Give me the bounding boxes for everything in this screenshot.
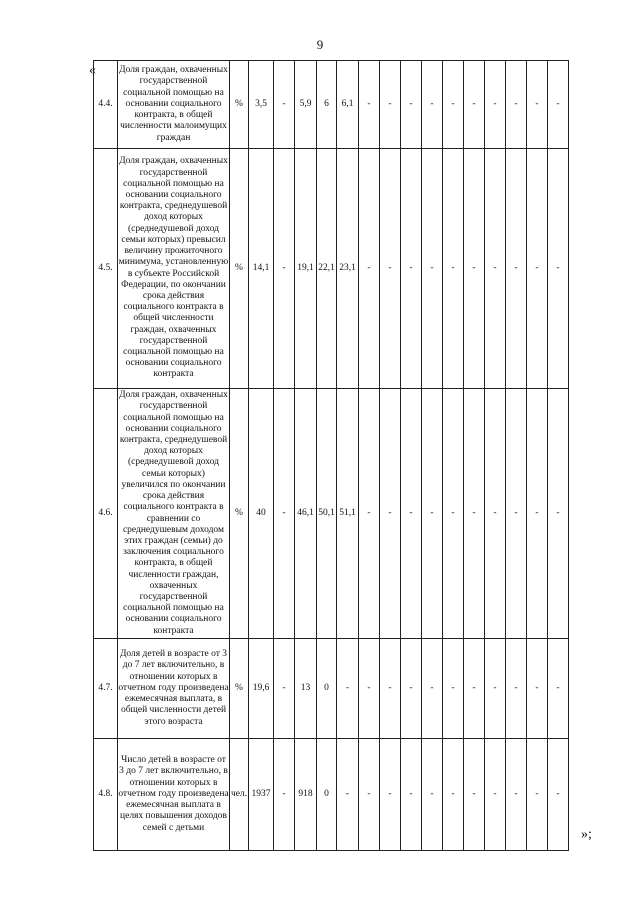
value-cell: - bbox=[274, 61, 295, 149]
value-cell: - bbox=[422, 61, 443, 149]
indicator-name: Доля граждан, охваченных государственной социальной помощью на основании социального контракта, среднедушевой доход которых (среднедушевой доход семьи которых) превысил величину прожиточного минимума, установленную в субъекте Российской Федерации, по окончании срока действия социального контракта в общей численности граждан, охваченных государственной социальной помощью на основании социального контракта bbox=[118, 149, 230, 389]
value-cell: - bbox=[527, 739, 548, 851]
value-cell: - bbox=[337, 639, 359, 739]
page-number: 9 bbox=[316, 37, 324, 52]
value-cell: - bbox=[359, 739, 380, 851]
value-cell: 46,1 bbox=[295, 389, 317, 639]
value-cell: 40 bbox=[249, 389, 274, 639]
value-cell: - bbox=[485, 149, 506, 389]
value-cell: - bbox=[464, 61, 485, 149]
value-cell: 19,6 bbox=[249, 639, 274, 739]
value-cell: 918 bbox=[295, 739, 317, 851]
value-cell: - bbox=[380, 389, 401, 639]
value-cell: - bbox=[422, 739, 443, 851]
table-row bbox=[94, 739, 591, 851]
value-cell: - bbox=[464, 149, 485, 389]
value-cell: 5,9 bbox=[295, 61, 317, 149]
indicator-name: Доля граждан, охваченных государственной социальной помощью на основании социального контракта, среднедушевой доход которых (среднедушевой доход семьи которых) увеличился по окончании срока действия социального контракта в сравнении со среднедушевым доходом этих граждан (семьи) до заключения социального контракта, в общей численности граждан, охваченных государственной социальной помощью на основании социального контракта bbox=[118, 389, 230, 639]
value-cell: - bbox=[527, 61, 548, 149]
value-cell: - bbox=[337, 739, 359, 851]
row-number: 4.8. bbox=[94, 739, 118, 851]
value-cell: - bbox=[359, 639, 380, 739]
value-cell: - bbox=[485, 639, 506, 739]
value-cell: - bbox=[422, 389, 443, 639]
value-cell: - bbox=[548, 149, 569, 389]
value-cell: - bbox=[401, 389, 422, 639]
indicator-name: Доля граждан, охваченных государственной социальной помощью на основании социального контракта, в общей численности малоимущих граждан bbox=[118, 61, 230, 149]
value-cell: - bbox=[422, 639, 443, 739]
value-cell: - bbox=[401, 61, 422, 149]
unit: % bbox=[230, 639, 249, 739]
value-cell: - bbox=[359, 389, 380, 639]
value-cell: 22,1 bbox=[317, 149, 337, 389]
unit: % bbox=[230, 389, 249, 639]
closing-quote: »; bbox=[581, 827, 592, 842]
value-cell: - bbox=[527, 149, 548, 389]
value-cell: 51,1 bbox=[337, 389, 359, 639]
row-number: 4.4. bbox=[94, 61, 118, 149]
value-cell: 6,1 bbox=[337, 61, 359, 149]
value-cell: 1937 bbox=[249, 739, 274, 851]
value-cell: - bbox=[485, 389, 506, 639]
value-cell: 13 bbox=[295, 639, 317, 739]
indicator-name: Доля детей в возрасте от 3 до 7 лет включительно, в отношении которых в отчетном году произведена ежемесячная выплата, в общей численности детей этого возраста bbox=[118, 639, 230, 739]
value-cell: - bbox=[464, 639, 485, 739]
unit: чел. bbox=[230, 739, 249, 851]
value-cell: - bbox=[274, 149, 295, 389]
value-cell: - bbox=[485, 739, 506, 851]
value-cell: - bbox=[380, 149, 401, 389]
value-cell: - bbox=[401, 739, 422, 851]
opening-quote: « bbox=[89, 63, 96, 78]
value-cell: 50,1 bbox=[317, 389, 337, 639]
value-cell: - bbox=[380, 739, 401, 851]
row-number: 4.5. bbox=[94, 149, 118, 389]
value-cell: - bbox=[464, 389, 485, 639]
value-cell: - bbox=[274, 739, 295, 851]
value-cell: - bbox=[443, 149, 464, 389]
value-cell: 14,1 bbox=[249, 149, 274, 389]
value-cell: - bbox=[485, 61, 506, 149]
value-cell: - bbox=[401, 639, 422, 739]
indicators-table bbox=[93, 60, 591, 851]
value-cell: - bbox=[359, 61, 380, 149]
value-cell: - bbox=[443, 61, 464, 149]
value-cell: - bbox=[274, 639, 295, 739]
value-cell: - bbox=[506, 61, 527, 149]
value-cell: - bbox=[506, 639, 527, 739]
value-cell: - bbox=[548, 61, 569, 149]
table-row bbox=[94, 61, 591, 149]
table-row bbox=[94, 389, 591, 639]
value-cell: - bbox=[548, 739, 569, 851]
value-cell: 3,5 bbox=[249, 61, 274, 149]
unit: % bbox=[230, 61, 249, 149]
value-cell: - bbox=[527, 639, 548, 739]
value-cell: - bbox=[506, 389, 527, 639]
value-cell: - bbox=[401, 149, 422, 389]
value-cell: - bbox=[506, 149, 527, 389]
value-cell: 19,1 bbox=[295, 149, 317, 389]
value-cell: - bbox=[274, 389, 295, 639]
value-cell: 23,1 bbox=[337, 149, 359, 389]
row-number: 4.6. bbox=[94, 389, 118, 639]
indicator-name: Число детей в возрасте от 3 до 7 лет включительно, в отношении которых в отчетном году произведена ежемесячная выплата в целях повышения доходов семей с детьми bbox=[118, 739, 230, 851]
value-cell: 6 bbox=[317, 61, 337, 149]
value-cell: - bbox=[380, 61, 401, 149]
value-cell: - bbox=[464, 739, 485, 851]
value-cell: - bbox=[527, 389, 548, 639]
row-number: 4.7. bbox=[94, 639, 118, 739]
value-cell: - bbox=[443, 639, 464, 739]
value-cell: 0 bbox=[317, 639, 337, 739]
value-cell: - bbox=[380, 639, 401, 739]
value-cell: - bbox=[443, 389, 464, 639]
value-cell: 0 bbox=[317, 739, 337, 851]
value-cell: - bbox=[422, 149, 443, 389]
table-row bbox=[94, 149, 591, 389]
value-cell: - bbox=[548, 639, 569, 739]
value-cell: - bbox=[548, 389, 569, 639]
table-row bbox=[94, 639, 591, 739]
value-cell: - bbox=[359, 149, 380, 389]
value-cell: - bbox=[443, 739, 464, 851]
unit: % bbox=[230, 149, 249, 389]
value-cell: - bbox=[506, 739, 527, 851]
